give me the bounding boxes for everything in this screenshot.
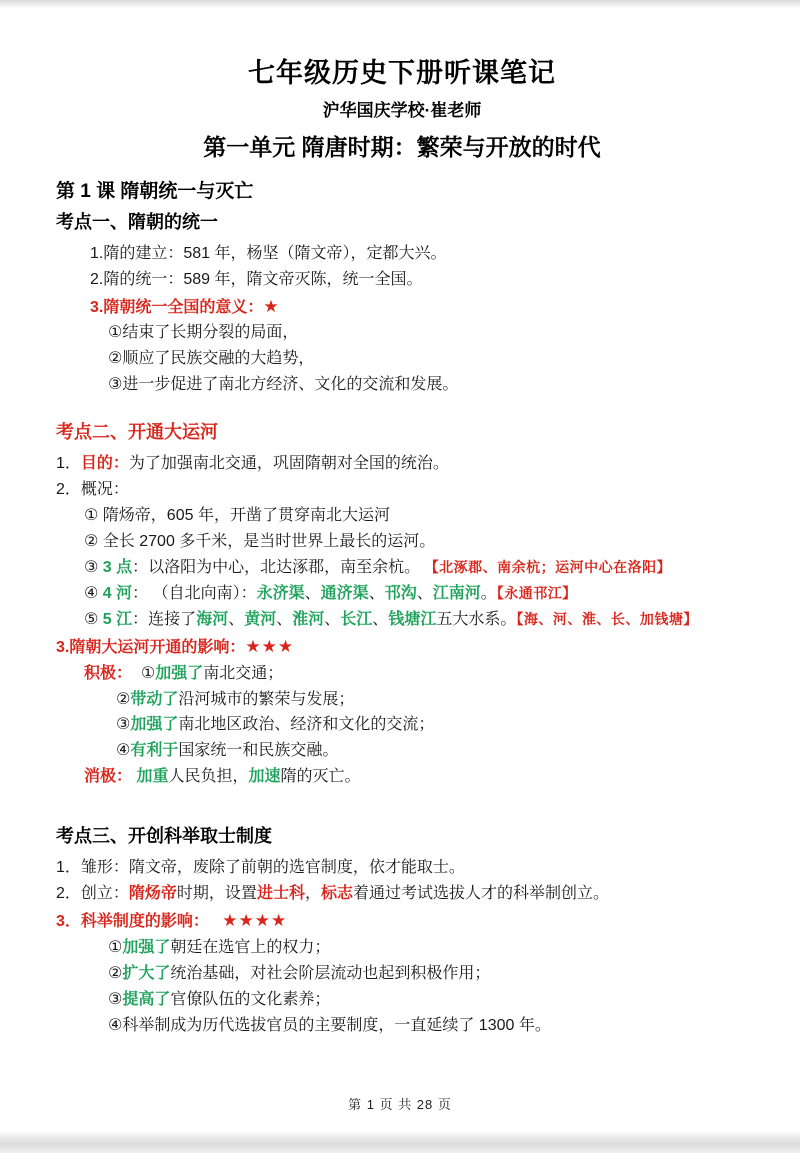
page-content (0, 9, 800, 1131)
section2-point-2 (56, 529, 748, 555)
section2-positive-label: 积极： (84, 664, 133, 682)
section2-positive-4-key: 有利于 (130, 742, 179, 760)
section3-sub-4 (56, 1013, 748, 1039)
section-heading-kaodian-1: 考点一、隋朝的统一 (56, 211, 218, 232)
section3-item-2-mid-2: ， (304, 885, 321, 903)
lesson-title: 第 1 课 隋朝统一与灭亡 (56, 180, 254, 202)
section2-point-4-sep: ： (132, 584, 149, 602)
section3-item-2-mid-3: 着通过考试选拔人才的科举制创立。 (352, 885, 609, 903)
section2-positive-4 (56, 738, 748, 764)
section2-point-4-mnemonic: 【永通邗江】 (496, 586, 577, 602)
marker-circle-3: ③ (84, 558, 99, 576)
section2-negative-text-1: 人民负担， (168, 768, 249, 786)
canal-jiangnan: 江南河 (432, 584, 481, 602)
section2-negative-text-2: 隋的灭亡。 (280, 768, 361, 786)
section2-negative-key-2: 加速 (248, 768, 281, 786)
section2-impact-label: 3.隋朝大运河开通的影响： (56, 638, 246, 656)
section1-item-3 (56, 293, 748, 321)
section2-point-3 (56, 555, 748, 581)
marker-circle-3: ③ (116, 716, 131, 734)
section2-negative-label: 消极： (84, 768, 133, 786)
section2-purpose-number: 1． (56, 455, 81, 473)
section-heading-kaodian-2: 考点二、开通大运河 (56, 422, 218, 443)
section2-positive-2 (56, 687, 748, 713)
canal-yongji: 永济渠 (256, 584, 305, 602)
section2-negative (56, 764, 748, 790)
marker-circle-3: ③ (108, 990, 123, 1008)
section3-item-2 (56, 881, 748, 907)
section2-point-5-prefix: 连接了 (148, 610, 197, 628)
section1-sub-2: ②顺应了民族交融的大趋势， (108, 350, 315, 368)
section2-point-3-key: 3 点 (102, 558, 133, 576)
marker-circle-2: ② (84, 533, 99, 551)
marker-circle-4: ④ (116, 742, 131, 760)
section3-item-3-label: 3．科举制度的影响： (56, 913, 209, 931)
marker-circle-2: ② (116, 690, 131, 708)
section2-positive-1-key: 加强了 (155, 664, 204, 682)
page-title: 七年级历史下册听课笔记 (248, 58, 556, 88)
section1-sub-1: ①结束了长期分裂的局面， (108, 324, 299, 342)
river-qiantangjiang: 钱塘江 (388, 610, 437, 628)
section3-sub-2-key: 扩大了 (122, 964, 171, 982)
section3-item-2-mid-1: 时期，设置 (176, 885, 257, 903)
section3-sub-1-key: 加强了 (122, 939, 171, 957)
section2-positive-1-text: 南北交通； (203, 664, 284, 682)
section2-impact-heading (56, 633, 748, 661)
section2-point-4: ④ 4 河： （自北向南）：永济渠、通济渠、邗沟、江南河。【永通邗江】 (84, 584, 577, 602)
section2-overview-label: 2．概况： (56, 481, 129, 499)
section2-point-4-end: 。 (480, 584, 497, 602)
section2-point-5-key: 5 江 (102, 610, 133, 628)
canal-tongji: 通济渠 (320, 584, 369, 602)
spacer-section2-section3 (56, 790, 748, 824)
section2-positive-4-text: 国家统一和民族交融。 (178, 742, 339, 760)
emperor-sui-yangdi: 隋炀帝 (128, 885, 177, 903)
section2-positive-1 (56, 661, 748, 687)
section1-sub-3: ③进一步促进了南北方经济、文化的交流和发展。 (108, 376, 459, 394)
section-heading-kaodian-3: 考点三、开创科举取士制度 (56, 826, 272, 847)
section3-item-3-heading (56, 907, 748, 935)
section2-negative-key-1: 加重 (136, 768, 169, 786)
section2-point-4-key: 4 河 (102, 584, 133, 602)
section1-item-3-label: 3.隋朝统一全国的意义： (90, 298, 264, 316)
section2-positive-2-text: 沿河城市的繁荣与发展； (178, 690, 355, 708)
unit-title: 第一单元 隋唐时期：繁荣与开放的时代 (203, 134, 601, 160)
marker-circle-5: ⑤ (84, 610, 99, 628)
section1-item-1: 1.隋的建立：581 年，杨坚（隋文帝），定都大兴。 (90, 244, 447, 262)
section2-point-1 (56, 503, 748, 529)
section3-item-1: 1．雏形：隋文帝，废除了前朝的选官制度，依才能取士。 (56, 859, 465, 877)
section2-point-4-prefix: （自北向南）： (152, 584, 257, 602)
section3-sub-3-key: 提高了 (122, 990, 171, 1008)
section2-star-rating: ★★★ (245, 636, 295, 656)
section3-sub-2 (56, 961, 748, 987)
section2-positive-2-key: 带动了 (130, 690, 179, 708)
section2-point-5-sep: ： (132, 610, 149, 628)
section2-point-5-mnemonic: 【海、河、淮、长、加钱塘】 (516, 612, 698, 628)
section2-positive-3 (56, 712, 748, 738)
river-haihe: 海河 (196, 610, 229, 628)
section2-point-5: ⑤ 5 江：连接了海河、黄河、淮河、长江、钱塘江五大水系。【海、河、淮、长、加钱塘】 (84, 610, 698, 628)
section3-sub-1 (56, 935, 748, 961)
section2-point-3-text: 以洛阳为中心，北达涿郡，南至余杭。 (148, 558, 421, 576)
section1-star-rating: ★ (263, 296, 280, 316)
section2-point-2-text: 全长 2700 多千米，是当时世界上最长的运河。 (102, 533, 436, 551)
section2-positive-3-key: 加强了 (130, 716, 179, 734)
section3-sub-4-text: 科举制成为历代选拔官员的主要制度，一直延续了 1300 年。 (122, 1016, 551, 1034)
section3-sub-3-text: 官僚队伍的文化素养； (170, 990, 331, 1008)
section2-point-1-text: 隋炀帝，605 年，开凿了贯穿南北大运河 (102, 507, 390, 525)
marker-circle-1: ① (84, 507, 99, 525)
section2-purpose (56, 451, 748, 477)
section3-sub-2-text: 统治基础，对社会阶层流动也起到积极作用； (170, 964, 491, 982)
page-footer: 第 1 页 共 28 页 (348, 1097, 452, 1112)
section3-sub-3 (56, 987, 748, 1013)
river-huanghe: 黄河 (244, 610, 277, 628)
marker-circle-1: ① (108, 939, 123, 957)
section2-purpose-text: 为了加强南北交通，巩固隋朝对全国的统治。 (128, 455, 449, 473)
section2-point-3-mnemonic: 【北涿郡、南余杭；运河中心在洛阳】 (424, 560, 672, 576)
section3-sub-1-text: 朝廷在选官上的权力； (170, 939, 331, 957)
biaozhi-term: 标志 (320, 885, 353, 903)
marker-circle-1: ① (140, 664, 156, 682)
section1-item-2: 2.隋的统一：589 年，隋文帝灭陈，统一全国。 (90, 270, 423, 288)
section3-item-2-prefix: 2．创立： (56, 885, 129, 903)
page-subtitle: 沪华国庆学校·崔老师 (322, 100, 482, 120)
canal-hangou: 邗沟 (384, 584, 417, 602)
marker-circle-4: ④ (84, 584, 99, 602)
river-changjiang: 长江 (340, 610, 373, 628)
jinshi-exam-term: 进士科 (256, 885, 305, 903)
section2-point-5-suffix: 五大水系。 (436, 610, 517, 628)
section2-positive-3-text: 南北地区政治、经济和文化的交流； (178, 716, 435, 734)
spacer-section1-section2 (56, 398, 748, 420)
marker-circle-2: ② (108, 964, 123, 982)
section3-star-rating: ★★★★ (222, 911, 288, 931)
section2-point-3-sep: ： (132, 558, 149, 576)
page-top-edge (0, 0, 800, 9)
section2-purpose-label: 目的： (80, 455, 129, 473)
river-huaihe: 淮河 (292, 610, 325, 628)
page-bottom-edge (0, 1131, 800, 1153)
marker-circle-4: ④ (108, 1016, 123, 1034)
